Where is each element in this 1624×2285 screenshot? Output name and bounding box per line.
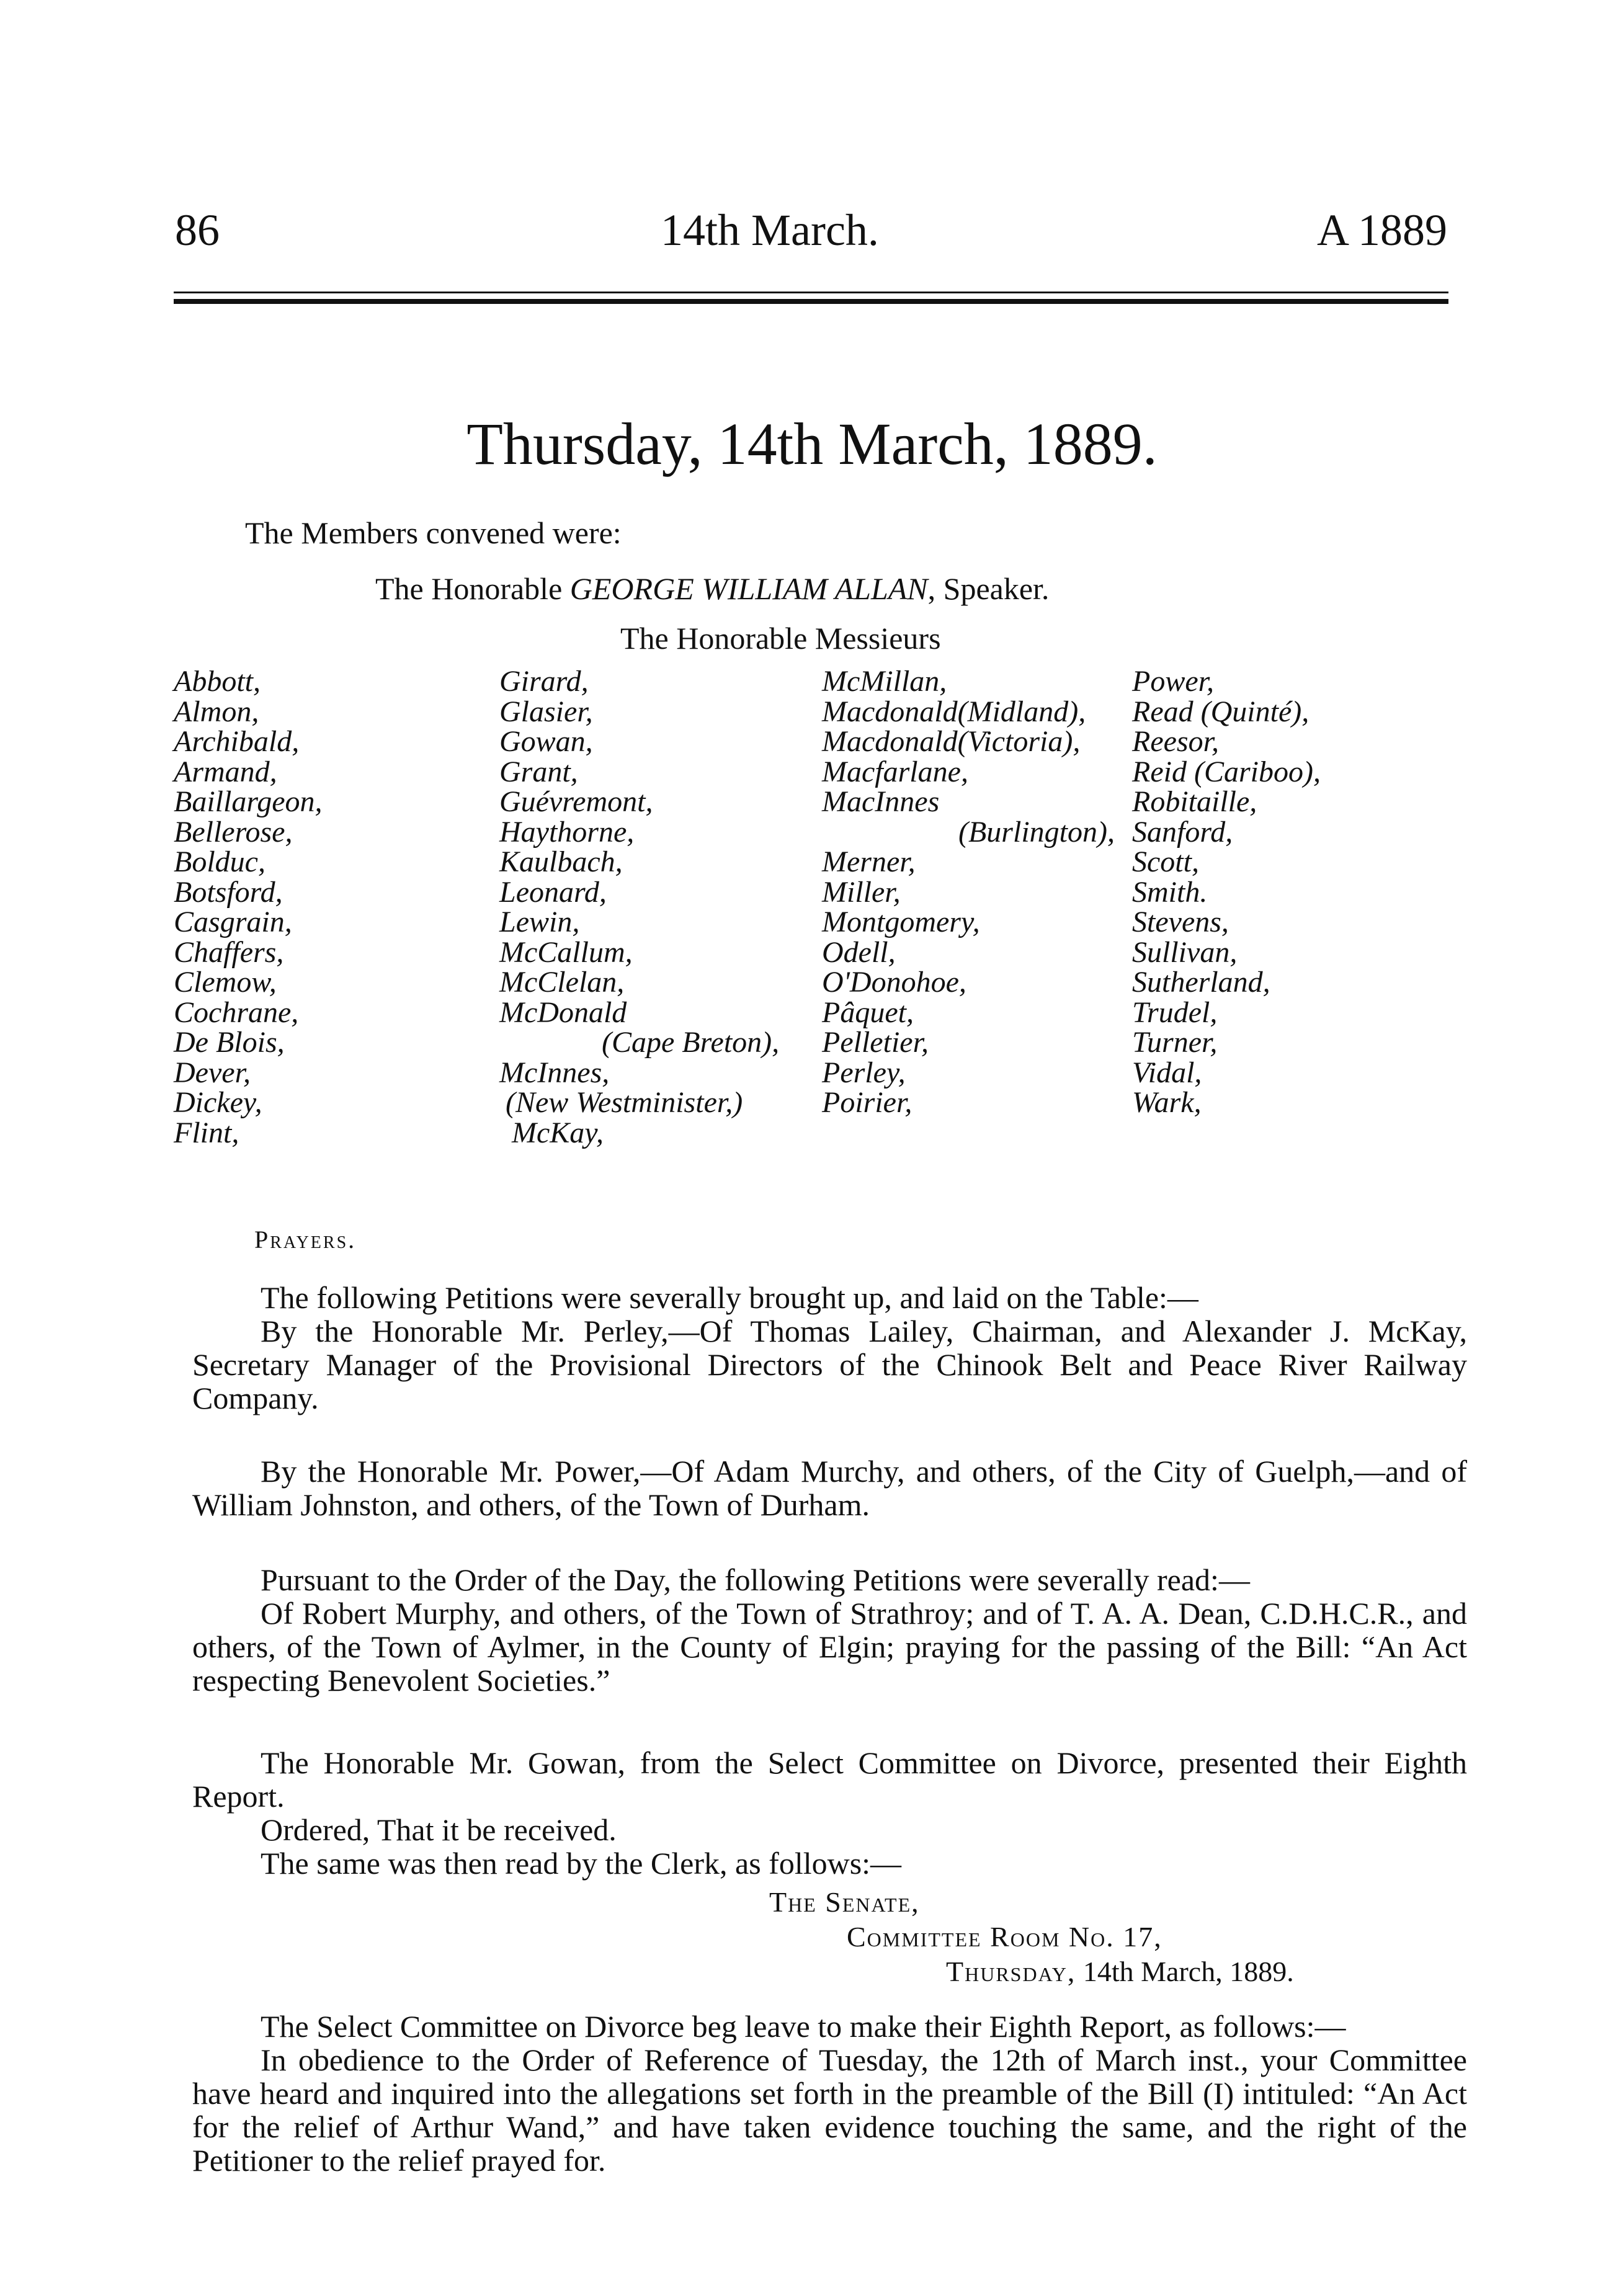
member-name: Bellerose, (174, 815, 293, 849)
member-name: Vidal, (1132, 1056, 1202, 1089)
read-by-clerk: The same was then read by the Clerk, as follows:— (261, 1846, 902, 1881)
member-name: McInnes, (499, 1056, 610, 1089)
member-name: McMillan, (822, 665, 947, 698)
member-name: Dickey, (174, 1086, 262, 1119)
header-rule-top (174, 292, 1448, 293)
member-name: Dever, (174, 1056, 251, 1089)
member-name: Archibald, (174, 725, 300, 758)
prayers-heading: Prayers. (254, 1226, 357, 1254)
member-name: Reid (Cariboo), (1132, 755, 1321, 788)
member-name: Macdonald(Midland), (822, 695, 1086, 728)
gowan-report-text: The Honorable Mr. Gowan, from the Select Committee on Divorce, presented their Eighth Report. (192, 1745, 1467, 1814)
member-name: Macfarlane, (822, 755, 968, 788)
member-name (1132, 1118, 1321, 1149)
member-name: Montgomery, (822, 906, 980, 938)
member-name: McDonald (499, 996, 627, 1029)
member-name: McKay, (512, 1116, 604, 1149)
names-column-1 (174, 667, 323, 1148)
report-text: In obedience to the Order of Reference of Tuesday, the 12th of March inst., your Committee have heard and inquired into the allegations set forth in the preamble of the Bill (I) intituled: “An Act for the relief of Arthur Wand,” and have taken evidence touching the same, and the right of the Petitioner to the relief prayed for. (192, 2042, 1467, 2178)
petition-power-section (192, 1454, 1467, 1521)
order-of-day-intro: Pursuant to the Order of the Day, the following Petitions were severally read:— (261, 1562, 1250, 1597)
member-name: Lewin, (499, 906, 580, 938)
order-of-day-section (192, 1563, 1467, 1697)
header-rule-bottom (174, 299, 1448, 304)
member-name: Scott, (1132, 845, 1199, 878)
member-name: Leonard, (499, 875, 607, 909)
running-head-date: 14th March. (661, 205, 879, 255)
member-name: Wark, (1132, 1086, 1202, 1119)
member-name: O'Donohoe, (822, 966, 966, 999)
address-date: Thursday, 14th March, 1889. (946, 1956, 1294, 1987)
petitions-intro: The following Petitions were severally brought up, and laid on the Table:— (261, 1280, 1198, 1315)
member-name: Merner, (822, 845, 916, 878)
eighth-report-section (192, 2010, 1467, 2177)
ordered-received: Ordered, That it be received. (261, 1812, 617, 1847)
member-name: Girard, (499, 665, 589, 698)
names-column-2 (499, 667, 779, 1148)
member-name: Sullivan, (1132, 935, 1238, 969)
speaker-name: GEORGE WILLIAM ALLAN (569, 571, 928, 606)
messieurs-heading: The Honorable Messieurs (620, 621, 941, 656)
member-name: Casgrain, (174, 906, 292, 938)
member-name: Odell, (822, 935, 896, 969)
member-name: Pâquet, (822, 996, 914, 1029)
member-name: Chaffers, (174, 935, 284, 969)
member-name: Gowan, (499, 725, 593, 758)
member-name: Kaulbach, (499, 845, 623, 878)
page-title: Thursday, 14th March, 1889. (466, 411, 1158, 477)
petitions-section (192, 1281, 1467, 1415)
petition-power: By the Honorable Mr. Power,—Of Adam Murchy, and others, of the City of Guelph,—and of William Johnston, and others, of the Town of Durham. (192, 1454, 1467, 1522)
member-name: Glasier, (499, 695, 593, 728)
member-name: Haythorne, (499, 815, 635, 849)
petition-perley: By the Honorable Mr. Perley,—Of Thomas Lailey, Chairman, and Alexander J. McKay, Secretary Manager of the Provisional Directors of the Chinook Belt and Peace River Railway Company. (192, 1314, 1467, 1415)
member-name: Sutherland, (1132, 966, 1270, 999)
member-name: Grant, (499, 755, 578, 788)
member-name: Abbott, (174, 665, 261, 698)
member-name: Pelletier, (822, 1026, 929, 1059)
member-name: Botsford, (174, 875, 283, 909)
member-name: Miller, (822, 875, 901, 909)
running-head-year: A 1889 (1316, 205, 1447, 255)
member-name: McCallum, (499, 935, 633, 969)
member-name: Guévremont, (499, 785, 653, 818)
page-number: 86 (175, 205, 220, 255)
member-name: Smith. (1132, 875, 1208, 909)
member-name: (Cape Breton), (602, 1026, 780, 1059)
member-name: Clemow, (174, 966, 277, 999)
member-name: Macdonald(Victoria), (822, 725, 1081, 758)
member-name: (New Westminister,) (506, 1086, 743, 1119)
member-name: Turner, (1132, 1026, 1218, 1059)
member-name: Cochrane, (174, 996, 299, 1029)
member-name: Armand, (174, 755, 277, 788)
member-name (822, 1118, 1115, 1149)
member-name: McClelan, (499, 966, 625, 999)
member-name: Almon, (174, 695, 259, 728)
address-senate: The Senate, (769, 1886, 920, 1918)
members-convened: The Members convened were: (245, 515, 622, 550)
member-name: Bolduc, (174, 845, 265, 878)
member-name: Power, (1132, 665, 1214, 698)
member-name: MacInnes (822, 785, 940, 818)
divorce-committee-section (192, 1746, 1467, 1880)
names-column-3 (822, 667, 1115, 1148)
member-name: Reesor, (1132, 725, 1219, 758)
member-name: De Blois, (174, 1026, 285, 1059)
member-name: Sanford, (1132, 815, 1233, 849)
member-name: Perley, (822, 1056, 906, 1089)
report-intro: The Select Committee on Divorce beg leave to make their Eighth Report, as follows:— (261, 2009, 1346, 2044)
member-name: Poirier, (822, 1086, 912, 1119)
member-name: Robitaille, (1132, 785, 1257, 818)
member-name: (Burlington), (958, 815, 1115, 849)
order-of-day-text: Of Robert Murphy, and others, of the Town of Strathroy; and of T. A. A. Dean, C.D.H.C.R., and others, of the Town of Aylmer, in the County of Elgin; praying for the passing of the Bill: “An Act respecting Benevolent Societies.” (192, 1596, 1467, 1698)
member-name: Flint, (174, 1116, 239, 1149)
address-committee-room: Committee Room No. 17, (847, 1921, 1162, 1953)
member-name: Trudel, (1132, 996, 1218, 1029)
names-column-4 (1132, 667, 1321, 1148)
speaker-line: The Honorable GEORGE WILLIAM ALLAN, Speaker. (375, 571, 1050, 606)
member-name: Stevens, (1132, 906, 1229, 938)
member-name: Read (Quinté), (1132, 695, 1309, 728)
member-name: Baillargeon, (174, 785, 323, 818)
